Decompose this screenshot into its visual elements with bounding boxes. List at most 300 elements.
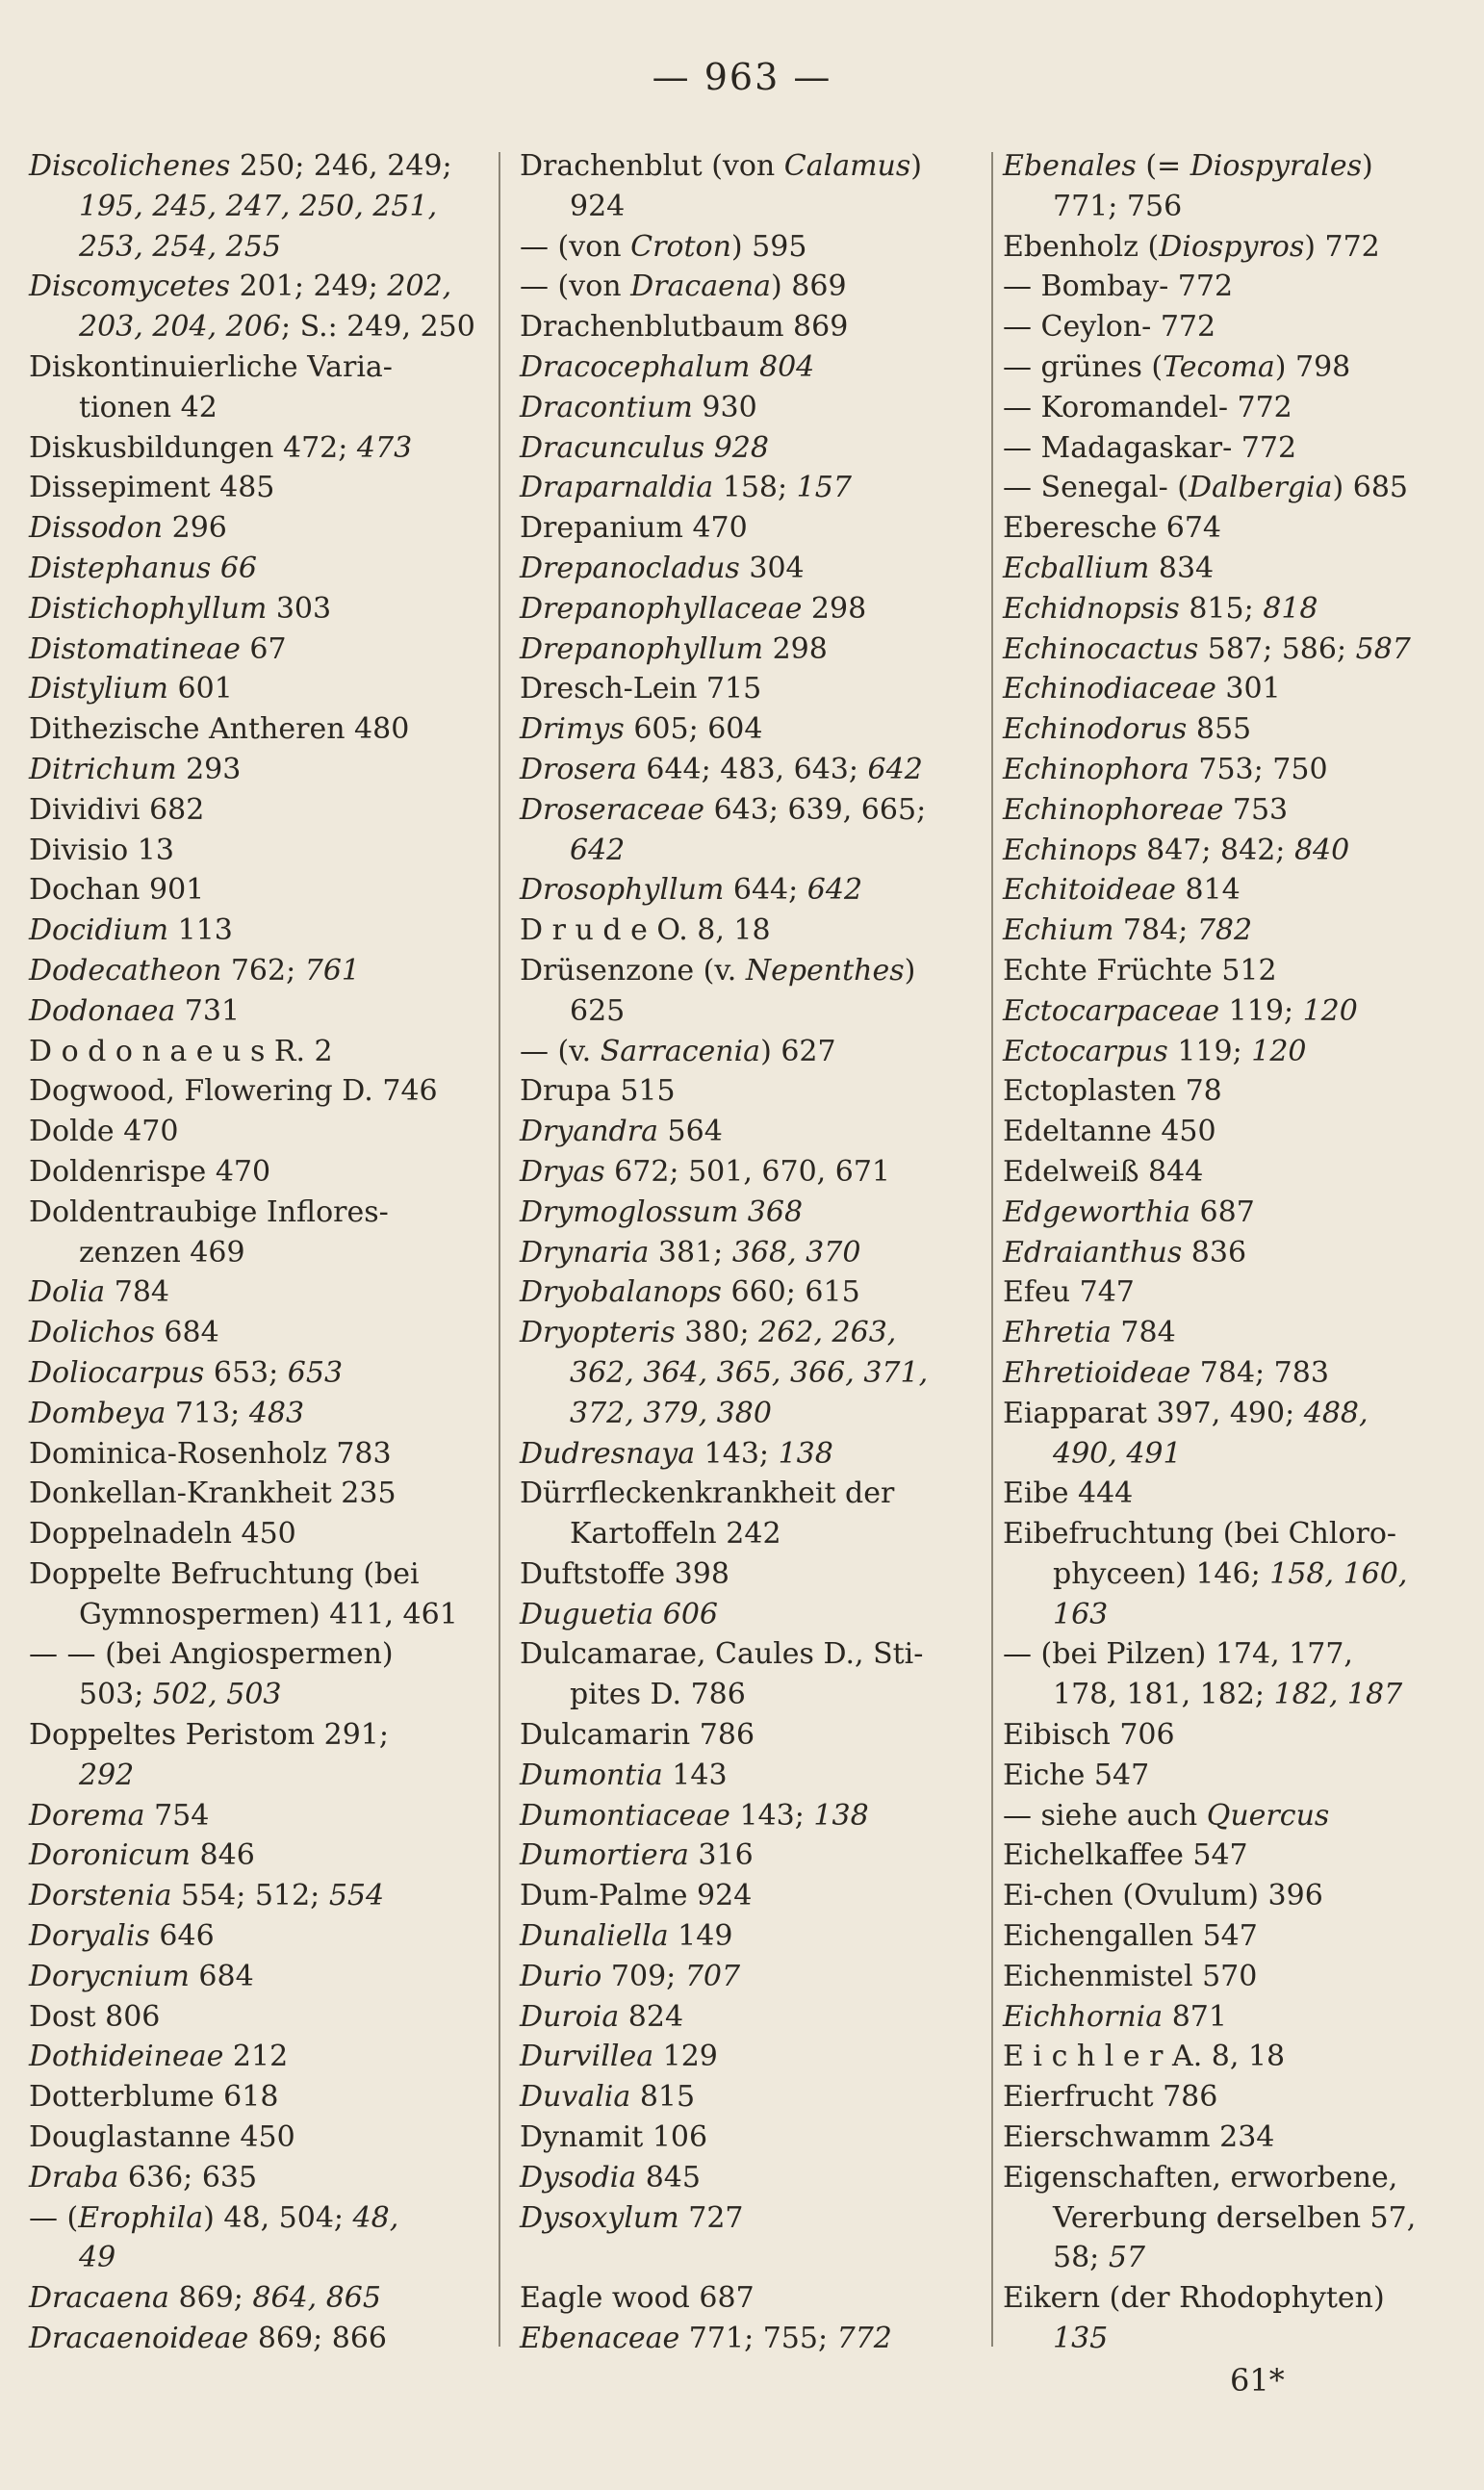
index-line [520,831,972,871]
index-text: Gymnospermen) 411, 461 [79,1597,458,1631]
index-text: 815; [1179,591,1264,626]
index-line [1003,1313,1455,1353]
index-text: Dotterblume 618 [29,2080,279,2115]
index-line [520,2198,972,2239]
index-line [1003,1193,1455,1233]
index-text: 869; 866 [248,2322,387,2356]
index-line [29,870,481,911]
index-term-italic: Discomycetes [29,270,231,304]
index-line [29,1514,481,1554]
index-line [1003,589,1455,629]
index-line [520,1876,972,1916]
index-term-italic: Erophila [78,2200,204,2235]
index-text: Ebenholz ( [1003,229,1160,264]
index-line [29,267,481,307]
index-term-italic: 253, 254, 255 [79,229,281,264]
index-line [29,549,481,589]
index-line [29,508,481,549]
index-line [520,187,972,227]
index-text: Doldentraubige Inflores- [29,1194,389,1229]
index-text: 143; [695,1436,779,1471]
index-line [1003,187,1455,227]
index-text: 303 [267,591,332,626]
index-text: Dissepiment 485 [29,471,275,505]
index-line [29,629,481,670]
index-line [1003,347,1455,388]
index-text: 503; [79,1678,153,1712]
index-text: 380; [675,1316,759,1350]
index-term-italic: 473 [356,430,413,465]
index-text: — Madagaskar- 772 [1003,430,1297,465]
index-text: 601 [168,672,233,706]
index-term-italic: 203, 204, 206 [79,310,281,345]
index-line [29,2198,481,2239]
index-term-italic: Echinocactus [1003,631,1199,666]
index-text: Doldenrispe 470 [29,1154,271,1189]
index-line [1003,2077,1455,2118]
index-text: Eichelkaffee 547 [1003,1838,1248,1873]
index-term-italic: Ehretioideae [1003,1355,1191,1390]
index-line [1003,428,1455,469]
index-line [520,1997,972,2038]
index-line [29,750,481,790]
index-text: Vererbung derselben 57, [1053,2200,1417,2235]
index-line [29,589,481,629]
index-term-italic: Drepanocladus [520,551,740,585]
index-text: Efeu 747 [1003,1275,1135,1310]
index-text: 845 [636,2160,701,2195]
index-line [29,709,481,750]
index-term-italic: 163 [1053,1597,1109,1631]
index-term-italic: 707 [684,1959,741,1993]
index-line [520,1756,972,1796]
index-line [29,1394,481,1434]
index-text: tionen 42 [79,390,217,424]
index-text: 554; 512; [171,1879,329,1913]
index-term-italic: Dracaena [29,2281,169,2316]
index-line [29,347,481,388]
index-text: 316 [688,1838,754,1873]
index-line [1003,1796,1455,1836]
index-text: 644; 483, 643; [636,752,868,786]
index-term-italic: Distomatineae [29,631,241,666]
index-text: 684 [154,1316,219,1350]
index-text: 771; 756 [1053,189,1183,223]
index-line [1003,629,1455,670]
index-text: 58; [1053,2241,1109,2275]
index-term-italic: Ehretia [1003,1316,1112,1350]
index-line [29,831,481,871]
index-line [520,2158,972,2198]
index-text: Drüsenzone (v. [520,953,746,988]
index-line [520,2077,972,2118]
index-term-italic: Echinodorus [1003,712,1188,747]
index-text: Eiche 547 [1003,1758,1150,1792]
index-term-italic: Ebenaceae [520,2322,680,2356]
index-text: 143 [662,1758,728,1792]
index-line [29,669,481,709]
index-line [520,709,972,750]
index-text: 836 [1182,1235,1247,1270]
index-line [520,951,972,991]
index-line [1003,1112,1455,1152]
index-text: 301 [1215,672,1281,706]
index-term-italic: 490, 491 [1053,1436,1182,1471]
index-line [520,1071,972,1112]
index-term-italic: Distephanus 66 [29,551,258,585]
index-line [29,1353,481,1394]
index-term-italic: 135 [1053,2322,1109,2356]
index-text: Dynamit 106 [520,2120,708,2155]
index-line [29,1997,481,2038]
index-text: 201; 249; [230,270,388,304]
index-term-italic: Dalbergia [1188,471,1333,505]
index-term-italic: 642 [570,833,626,867]
index-term-italic: 483 [248,1396,305,1430]
index-line [1003,1394,1455,1434]
index-line [520,991,972,1032]
index-line [29,1957,481,1997]
index-line [29,1032,481,1072]
index-text: — (von [520,229,631,264]
index-text: 709; [601,1959,685,1993]
index-text: — Bombay- 772 [1003,270,1234,304]
index-line [29,991,481,1032]
index-line [1003,1071,1455,1112]
index-text: 149 [668,1919,733,1954]
index-text: 847; 842; [1137,833,1294,867]
index-text: 143; [729,1798,814,1833]
index-term-italic: 195, 245, 247, 250, 251, [79,189,438,223]
index-line [520,2037,972,2077]
index-term-italic: Sarracenia [600,1034,761,1068]
index-term-italic: Echinophoreae [1003,792,1224,827]
index-line [29,2118,481,2158]
index-text: 713; [166,1396,249,1430]
index-line [29,1835,481,1876]
column-rule-left [499,152,500,2347]
index-line [1003,508,1455,549]
index-line [29,951,481,991]
index-line [29,1193,481,1233]
index-line [29,2077,481,2118]
index-term-italic: Ectocarpus [1003,1034,1168,1068]
index-line [29,146,481,187]
index-term-italic: 138 [778,1436,833,1471]
index-term-italic: Diospyrales [1190,149,1362,183]
index-line [520,347,972,388]
index-line [1003,1152,1455,1193]
index-line [29,1272,481,1313]
index-line [520,1715,972,1756]
index-term-italic: Durvillea [520,2040,654,2074]
index-term-italic: Distylium [29,672,169,706]
index-line [1003,1756,1455,1796]
index-text: 930 [692,390,757,424]
index-line [29,1434,481,1475]
index-text: 605; 604 [624,712,763,747]
index-term-italic: Dumortiera [520,1838,689,1873]
index-text: 871 [1163,1999,1227,2034]
index-term-italic: Echinophora [1003,752,1190,786]
index-line [520,227,972,268]
index-line [29,1675,481,1715]
index-term-italic: 138 [813,1798,869,1833]
index-term-italic: Dumontiaceae [520,1798,730,1833]
index-term-italic: Quercus [1206,1798,1330,1833]
index-text: Eichenmistel 570 [1003,1959,1258,1993]
index-term-italic: 502, 503 [152,1678,282,1712]
index-term-italic: Edraianthus [1003,1235,1183,1270]
index-line [520,1112,972,1152]
index-text: 834 [1149,551,1215,585]
index-text: 660; 615 [721,1275,860,1310]
index-line [520,1152,972,1193]
index-line [29,227,481,268]
index-text: 158; [713,471,797,505]
index-text: ) 48, 504; [203,2200,353,2235]
index-text: 653; [204,1355,288,1390]
index-text: Dulcamarae, Caules D., Sti- [520,1637,924,1672]
index-line [1003,1474,1455,1514]
index-line [1003,790,1455,831]
index-text: 250; 246, 249; [230,149,452,183]
index-text: Drachenblut (von [520,149,784,183]
index-text: 212 [223,2040,289,2074]
index-term-italic: Eichhornia [1003,1999,1164,2034]
index-line [520,1835,972,1876]
index-term-italic: Dysodia [520,2160,637,2195]
index-line [29,1112,481,1152]
index-line [1003,750,1455,790]
index-line [1003,1835,1455,1876]
index-text: Eibe 444 [1003,1476,1134,1511]
index-term-italic: Doronicum [29,1838,192,1873]
index-text: 784 [1111,1316,1176,1350]
index-text: 646 [149,1919,215,1954]
index-text: 636; 635 [118,2160,258,2195]
index-text: 119; [1219,993,1303,1028]
index-text: Drepanium 470 [520,511,748,546]
index-line [520,508,972,549]
index-text: Eibefruchtung (bei Chloro- [1003,1517,1397,1552]
index-line [520,1554,972,1595]
index-text: 754 [144,1798,210,1833]
index-text: 644; [724,873,807,908]
index-line [520,2319,972,2359]
index-line [520,1796,972,1836]
index-text: 855 [1187,712,1252,747]
index-line [1003,2198,1455,2239]
index-line [1003,1434,1455,1475]
index-text: Eibisch 706 [1003,1718,1175,1753]
index-term-italic: 57 [1108,2241,1146,2275]
index-line [29,388,481,428]
index-text: — Ceylon- 772 [1003,310,1216,345]
index-line [1003,1514,1455,1554]
index-text: Douglastanne 450 [29,2120,295,2155]
index-text: 846 [191,1838,255,1873]
index-term-italic: Drymoglossum 368 [520,1194,804,1229]
index-term-italic: Edgeworthia [1003,1194,1190,1229]
index-text: Eierfrucht 786 [1003,2080,1218,2115]
index-text: 672; 501, 670, 671 [604,1154,890,1189]
index-term-italic: Dudresnaya [520,1436,696,1471]
index-term-italic: Duguetia 606 [520,1597,718,1631]
index-line [1003,1554,1455,1595]
index-text: 753; 750 [1189,752,1328,786]
index-term-italic: 368, 370 [731,1235,861,1270]
index-line [520,1474,972,1514]
index-line [29,468,481,508]
index-text: 296 [163,511,227,546]
index-text: — Koromandel- 772 [1003,390,1292,424]
index-line [29,307,481,347]
index-term-italic: 761 [304,953,360,988]
index-text: Ei-chen (Ovulum) 396 [1003,1879,1323,1913]
index-line [520,267,972,307]
index-term-italic: 262, 263, [758,1316,897,1350]
index-text: zenzen 469 [79,1235,245,1270]
index-text: ) [1361,149,1373,183]
index-term-italic: Dorstenia [29,1879,172,1913]
index-term-italic: Dryas [520,1154,605,1189]
index-line [1003,2278,1455,2319]
index-term-italic: 642 [806,873,863,908]
index-text: 119; [1167,1034,1252,1068]
index-line [1003,669,1455,709]
index-term-italic: Dracaenoideae [29,2322,249,2356]
index-line [520,1595,972,1635]
index-term-italic: Droseraceae [520,792,705,827]
index-line [29,2037,481,2077]
index-term-italic: 362, 364, 365, 366, 371, [570,1355,929,1390]
index-line [520,589,972,629]
index-line [520,307,972,347]
index-term-italic: Dombeya [29,1396,166,1430]
index-term-italic: Drosophyllum [520,873,725,908]
index-text: Dum-Palme 924 [520,1879,753,1913]
index-text: ) 869 [771,270,847,304]
page-number: — 963 — [652,56,832,98]
index-text: 129 [653,2040,718,2074]
index-text: ) 685 [1332,471,1409,505]
index-line [1003,1272,1455,1313]
index-text: 587; 586; [1198,631,1356,666]
index-term-italic: Drynaria [520,1235,650,1270]
index-text: Eiapparat 397, 490; [1003,1396,1304,1430]
index-text: ) [910,149,922,183]
index-text: Dürrfleckenkrankheit der [520,1476,895,1511]
index-text: 178, 181, 182; [1053,1678,1274,1712]
index-term-italic: Diospyros [1159,229,1305,264]
index-text: Edelweiß 844 [1003,1154,1204,1189]
index-term-italic: Dryopteris [520,1316,676,1350]
index-text: — — (bei Angiospermen) [29,1637,394,1672]
index-term-italic: Dolia [29,1275,106,1310]
index-text: ) [904,953,916,988]
index-text: — (v. [520,1034,601,1068]
index-term-italic: Dissodon [29,511,164,546]
index-line [1003,2118,1455,2158]
index-text: 113 [168,913,233,948]
index-line [1003,1634,1455,1675]
index-line [520,1272,972,1313]
index-text: Dividivi 682 [29,792,205,827]
index-line [29,187,481,227]
index-line [1003,1353,1455,1394]
index-line [1003,991,1455,1032]
index-term-italic: Dorycnium [29,1959,190,1993]
index-term-italic: Calamus [783,149,911,183]
signature-mark: 61* [1230,2362,1285,2399]
index-term-italic: 182, 187 [1273,1678,1403,1712]
index-text: ) 627 [760,1034,836,1068]
index-line [1003,831,1455,871]
index-line [520,1233,972,1273]
index-text: 67 [240,631,287,666]
index-text: Eigenschaften, erworbene, [1003,2160,1398,2195]
index-line [29,2319,481,2359]
index-line [520,146,972,187]
index-term-italic: Drimys [520,712,625,747]
index-term-italic: Dumontia [520,1758,663,1792]
index-term-italic: 48, [352,2200,399,2235]
index-term-italic: Dracocephalum 804 [520,349,815,384]
index-term-italic: Dothideineae [29,2040,224,2074]
index-text: E i c h l e r A. 8, 18 [1003,2040,1286,2074]
index-term-italic: Dracaena [630,270,772,304]
index-line [1003,307,1455,347]
index-column-3 [1003,146,1455,2359]
index-line [1003,2238,1455,2278]
index-term-italic: Doliocarpus [29,1355,205,1390]
index-term-italic: 653 [287,1355,344,1390]
index-term-italic: Dodecatheon [29,953,222,988]
index-term-italic: 202, [387,270,452,304]
index-term-italic: Ebenales [1003,149,1137,183]
index-term-italic: 120 [1251,1034,1307,1068]
index-text: phyceen) 146; [1053,1556,1270,1591]
index-text: Divisio 13 [29,833,174,867]
index-term-italic: 488, [1303,1396,1369,1430]
index-text: Dithezische Antheren 480 [29,712,410,747]
index-text: Dulcamarin 786 [520,1718,755,1753]
index-line [29,2238,481,2278]
index-text: Donkellan-Krankheit 235 [29,1476,397,1511]
index-line [520,388,972,428]
index-term-italic: Ecballium [1003,551,1150,585]
index-line [29,2158,481,2198]
index-line [29,1876,481,1916]
index-text: Eberesche 674 [1003,511,1222,546]
index-term-italic: 554 [328,1879,385,1913]
index-term-italic: Draparnaldia [520,471,714,505]
index-term-italic: Dorema [29,1798,145,1833]
index-line [520,2278,972,2319]
index-text: 304 [739,551,805,585]
index-term-italic: 292 [79,1758,135,1792]
index-line [520,911,972,951]
index-text: Dominica-Rosenholz 783 [29,1436,392,1471]
index-line [29,2278,481,2319]
index-text: Duftstoffe 398 [520,1556,729,1591]
index-text: ) 798 [1274,349,1351,384]
index-text: Eierschwamm 234 [1003,2120,1275,2155]
index-line [520,1353,972,1394]
index-text: Eagle wood 687 [520,2281,755,2316]
index-column-2 [520,146,972,2359]
